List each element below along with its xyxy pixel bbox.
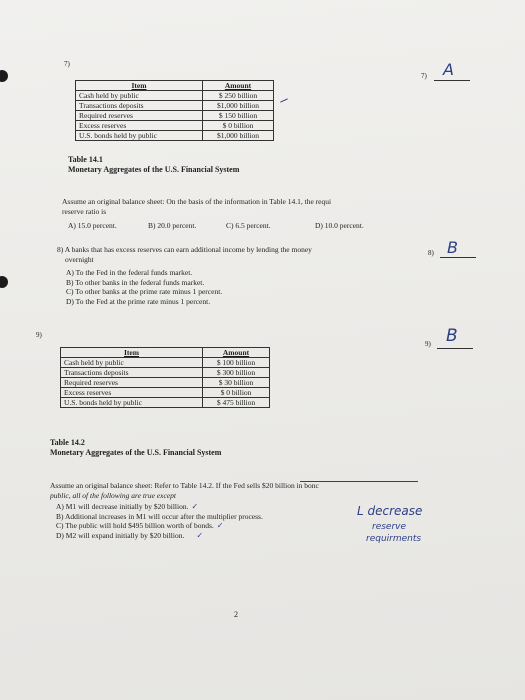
table-14-1-subtitle: Monetary Aggregates of the U.S. Financial System	[68, 165, 240, 174]
question-9-options	[56, 502, 356, 540]
table-cell-amount: $ 300 billion	[203, 368, 270, 378]
table-14-1	[75, 80, 274, 141]
question-8-option-a: A) To the Fed in the federal funds market.	[66, 268, 193, 277]
question-7-handwritten-answer: A	[443, 60, 454, 79]
column-header-item: Item	[76, 81, 203, 91]
question-7-option-c: C) 6.5 percent.	[226, 221, 271, 230]
question-9-handwritten-answer: B	[446, 326, 458, 346]
handwritten-note-decrease: L decrease	[357, 504, 423, 518]
question-7-stem	[62, 197, 462, 216]
question-9-number: 9)	[36, 331, 42, 339]
table-cell-amount: $ 150 billion	[203, 111, 274, 121]
question-7-stem-line-1: Assume an original balance sheet: On the basis of the information in Table 14.1, the requi	[62, 197, 332, 206]
question-8-option-c: C) To other banks at the prime rate minus 1 percent.	[66, 287, 223, 296]
question-9-side-number: 9)	[425, 340, 431, 348]
table-cell-amount: $1,000 billion	[203, 101, 274, 111]
table-cell-amount: $ 30 billion	[203, 378, 270, 388]
question-8-answer-line	[440, 257, 476, 258]
binder-hole-middle	[0, 276, 8, 288]
page-number: 2	[234, 610, 238, 619]
question-9-option-d	[56, 531, 356, 541]
question-8-options	[66, 268, 396, 306]
table-cell-item: U.S. bonds held by public	[76, 131, 203, 141]
question-9-stem	[50, 481, 430, 500]
table-cell-item: Transactions deposits	[61, 368, 203, 378]
table-row	[61, 368, 270, 378]
question-7-option-b: B) 20.0 percent.	[148, 221, 197, 230]
table-row	[61, 378, 270, 388]
table-row	[76, 121, 274, 131]
table-14-2-subtitle: Monetary Aggregates of the U.S. Financial System	[50, 448, 222, 457]
question-9-stem-line-1: Assume an original balance sheet: Refer to Table 14.2. If the Fed sells $20 billion in bonc	[50, 481, 319, 490]
question-9-option-a-text: A) M1 will decrease initially by $20 billion.	[56, 502, 189, 511]
table-row	[76, 101, 274, 111]
table-cell-item: Required reserves	[61, 378, 203, 388]
table-cell-item: Required reserves	[76, 111, 203, 121]
table-cell-amount: $ 0 billion	[203, 388, 270, 398]
question-9-stem-line-2: public, all of the following are true except	[50, 490, 176, 500]
question-8-option-d: D) To the Fed at the prime rate minus 1 percent.	[66, 296, 211, 306]
table-row	[61, 398, 270, 408]
question-9-option-c	[56, 521, 356, 531]
column-header-amount: Amount	[203, 348, 270, 358]
question-7-stem-line-2: reserve ratio is	[62, 206, 107, 216]
table-cell-amount: $ 0 billion	[203, 121, 274, 131]
question-8-stem-line-2: overnight	[65, 254, 94, 264]
table-cell-item: U.S. bonds held by public	[61, 398, 203, 408]
check-mark-icon: ✓	[196, 530, 204, 540]
table-14-2-caption	[50, 438, 221, 458]
question-8-option-b: B) To other banks in the federal funds market.	[66, 277, 205, 287]
table-row	[76, 111, 274, 121]
handwritten-note-requirements: requirments	[366, 534, 422, 544]
table-cell-item: Transactions deposits	[76, 101, 203, 111]
table-14-1-title: Table 14.1	[68, 155, 103, 164]
table-14-2	[60, 347, 270, 408]
binder-hole-top	[0, 70, 8, 82]
check-mark-icon: ✓	[216, 521, 224, 530]
pen-mark	[280, 98, 288, 102]
table-cell-item: Cash held by public	[76, 91, 203, 101]
table-cell-item: Excess reserves	[76, 121, 203, 131]
table-cell-amount: $ 100 billion	[203, 358, 270, 368]
table-cell-item: Cash held by public	[61, 358, 203, 368]
question-9-option-c-text: C) The public will hold $495 billion worth of bonds.	[56, 521, 214, 530]
column-header-item: Item	[61, 348, 203, 358]
question-8-stem-line-1: 8) A banks that has excess reserves can earn additional income by lending the money	[57, 245, 312, 254]
table-header-row	[61, 348, 270, 358]
question-9-option-b: B) Additional increases in M1 will occur after the multiplier process.	[56, 511, 263, 521]
question-7-number: 7)	[64, 60, 70, 68]
table-14-1-caption	[68, 155, 239, 175]
question-7-side-number: 7)	[421, 72, 427, 80]
question-7-options	[68, 221, 478, 231]
table-row	[76, 131, 274, 141]
question-9-option-d-text: D) M2 will expand initially by $20 billion.	[56, 530, 185, 540]
question-8-side-number: 8)	[428, 249, 434, 257]
question-7-option-a: A) 15.0 percent.	[68, 221, 117, 230]
handwritten-note-reserve: reserve	[372, 522, 407, 532]
table-row	[61, 358, 270, 368]
question-8-stem	[57, 245, 427, 264]
question-9-answer-line	[437, 348, 473, 349]
table-row	[76, 91, 274, 101]
question-8-handwritten-answer: B	[447, 238, 458, 257]
table-14-2-title: Table 14.2	[50, 438, 85, 447]
table-cell-amount: $1,000 billion	[203, 131, 274, 141]
table-cell-amount: $ 250 billion	[203, 91, 274, 101]
table-header-row	[76, 81, 274, 91]
question-9-option-a	[56, 502, 356, 512]
question-9-stem-underline	[300, 481, 418, 482]
question-7-option-d: D) 10.0 percent.	[315, 221, 364, 230]
column-header-amount: Amount	[203, 81, 274, 91]
table-cell-item: Excess reserves	[61, 388, 203, 398]
table-cell-amount: $ 475 billion	[203, 398, 270, 408]
check-mark-icon: ✓	[191, 502, 199, 511]
table-row	[61, 388, 270, 398]
question-7-answer-line	[434, 80, 470, 81]
